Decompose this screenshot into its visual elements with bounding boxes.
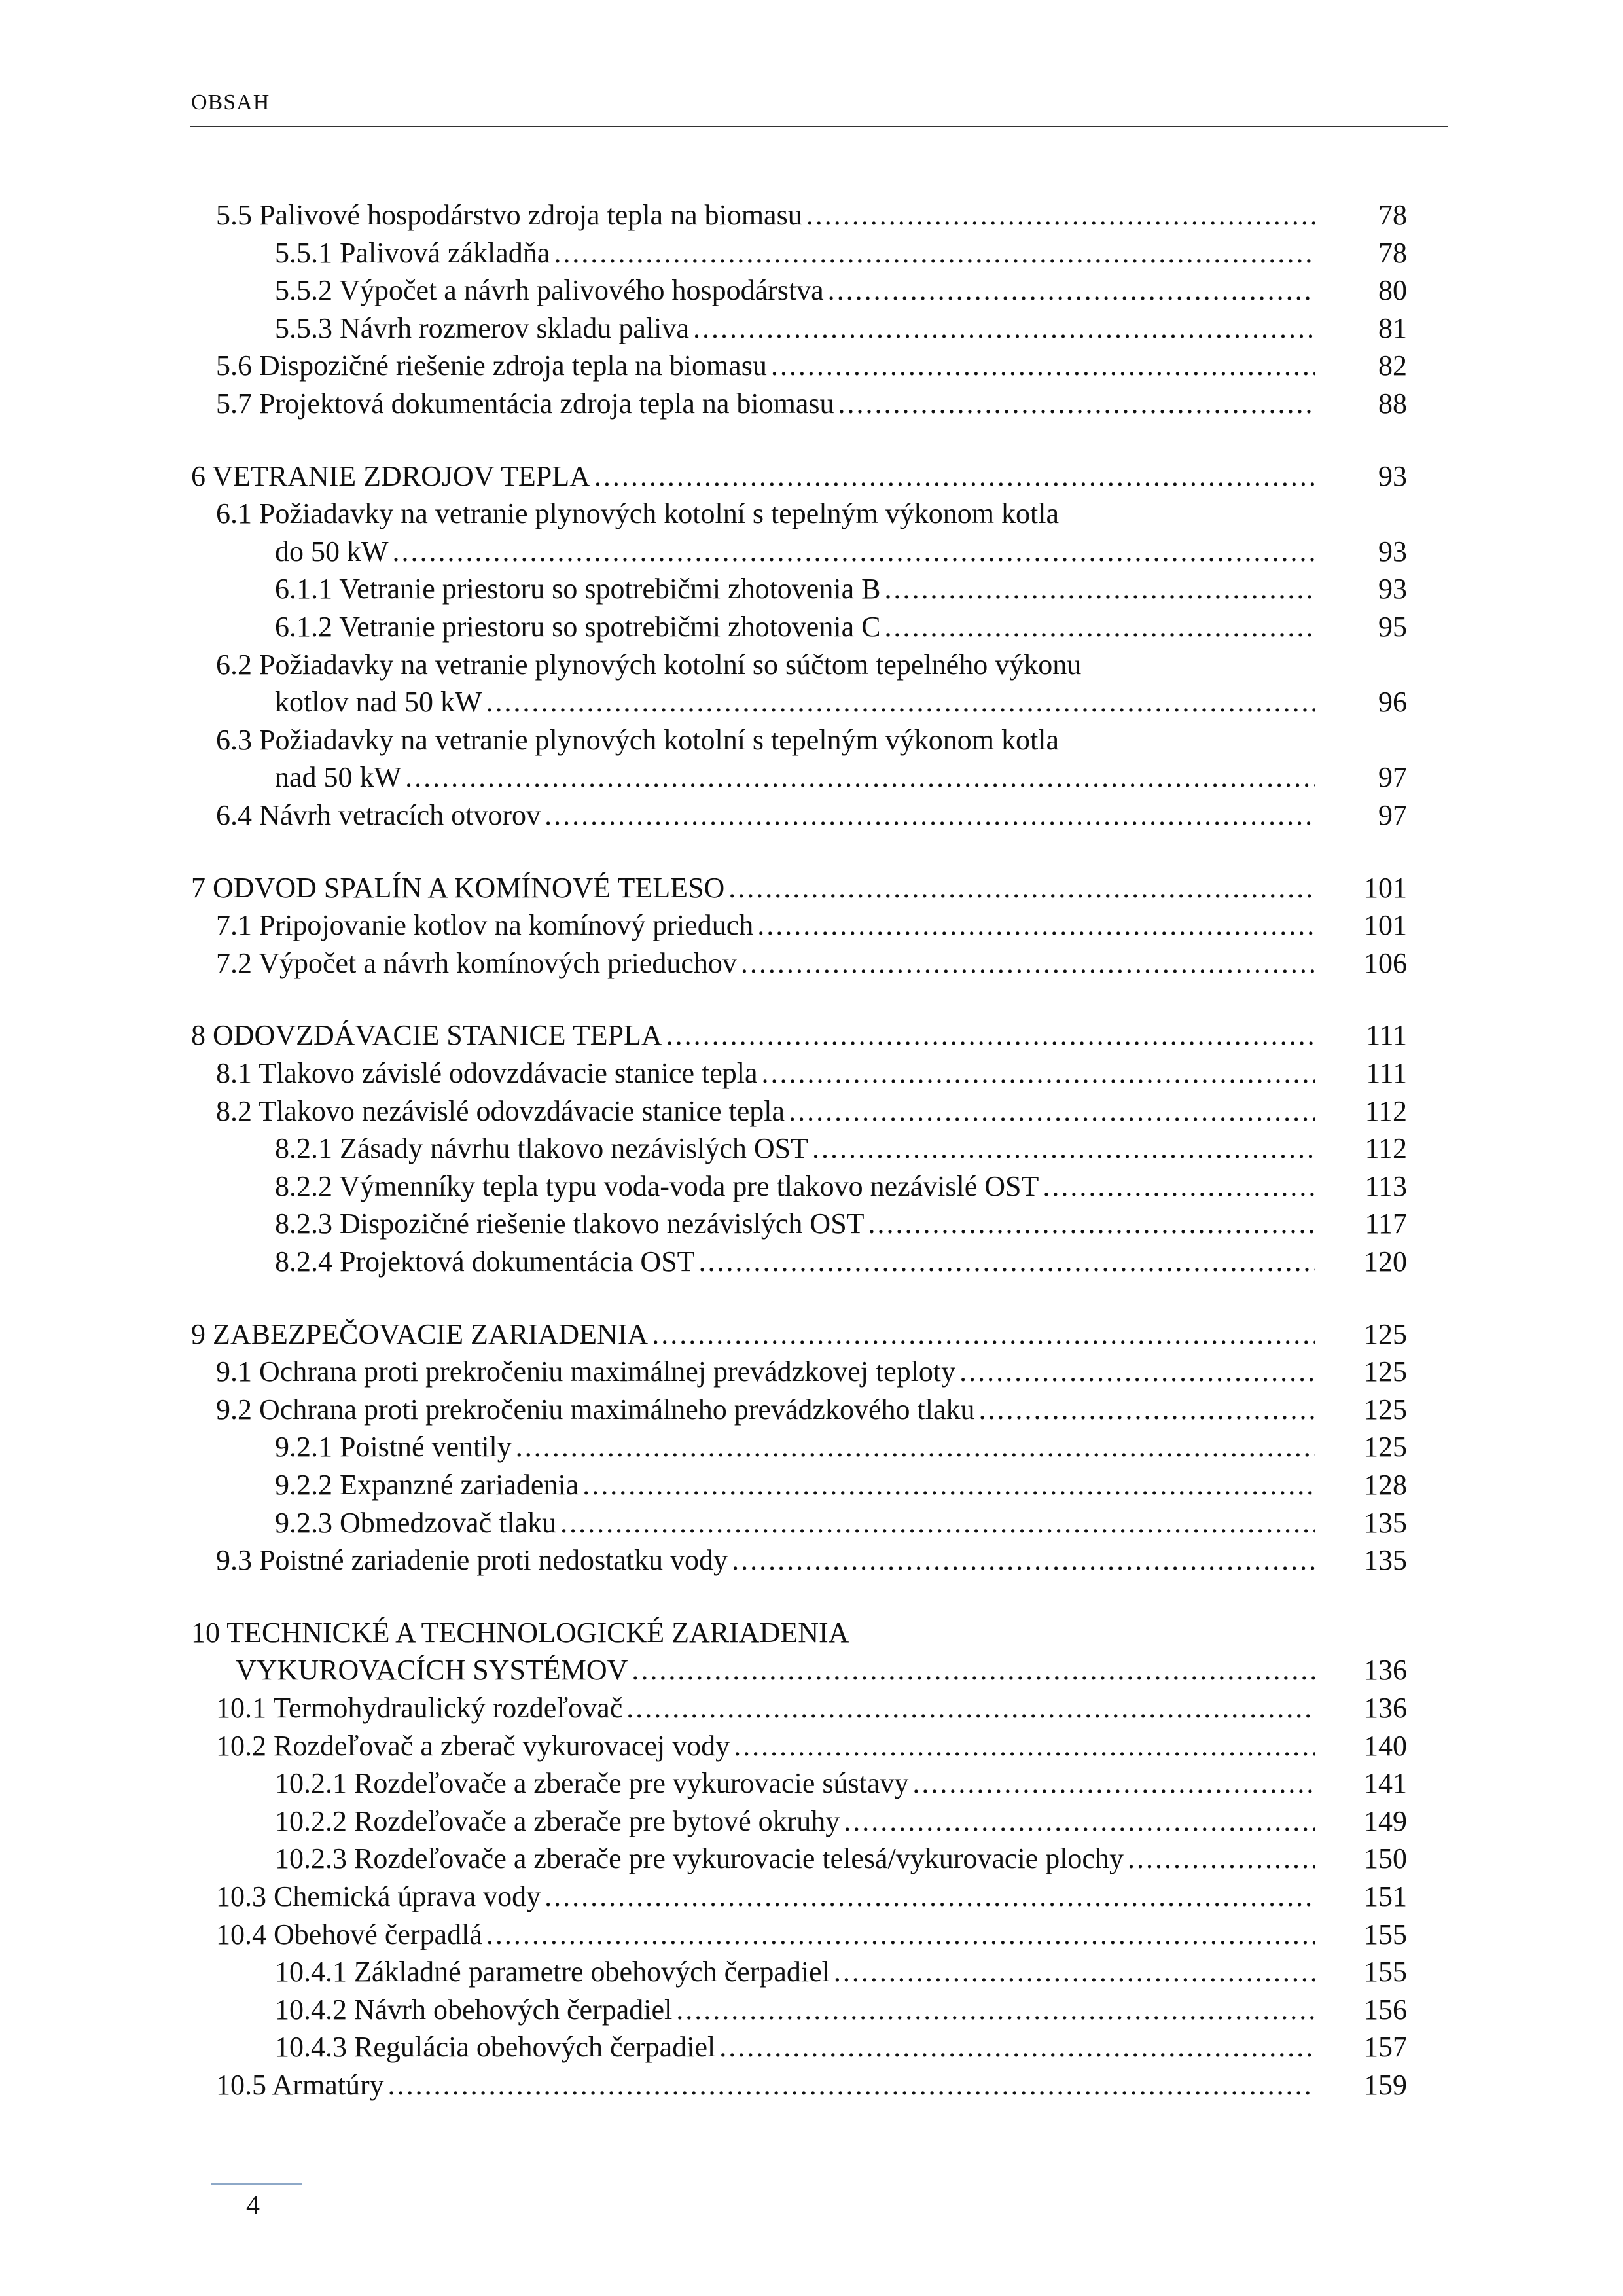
toc-entry-page: 156	[1364, 1993, 1407, 2026]
toc-entry-title: 9 ZABEZPEČOVACIE ZARIADENIA	[191, 1318, 649, 1350]
toc-entry-title: 7 ODVOD SPALÍN A KOMÍNOVÉ TELESO	[191, 871, 725, 904]
toc-entry	[216, 1689, 1322, 1727]
page-number: 4	[246, 2191, 260, 2221]
toc-entry-title: 8 ODOVZDÁVACIE STANICE TEPLA	[191, 1019, 662, 1052]
toc-entry-title: 6.4 Návrh vetracích otvorov	[216, 799, 541, 831]
toc-entry-page: 128	[1364, 1469, 1407, 1501]
toc-entry-page: 155	[1364, 1918, 1407, 1950]
toc-entry-title: 5.5.3 Návrh rozmerov skladu paliva	[275, 312, 689, 344]
toc-entry-page: 151	[1364, 1880, 1407, 1912]
toc-entry-title: 7.2 Výpočet a návrh komínových prieduchov	[216, 946, 737, 979]
toc-entry	[216, 196, 1322, 234]
toc-entry-page: 106	[1364, 946, 1407, 979]
toc-entry	[216, 1541, 1322, 1579]
toc-entry	[275, 1765, 1322, 1803]
toc-entry-title: 9.2.1 Poistné ventily	[275, 1431, 512, 1463]
toc-entry-page: 150	[1364, 1842, 1407, 1875]
toc-entry	[275, 234, 1322, 272]
toc-entry-title: 10.4.3 Regulácia obehových čerpadiel	[275, 2031, 716, 2064]
toc-leader-dots	[699, 1243, 1315, 1281]
page-header-title: OBSAH	[191, 90, 270, 115]
toc-leader-dots	[666, 1016, 1315, 1054]
toc-entry-title: 8.2.1 Zásady návrhu tlakovo nezávislých OST	[275, 1132, 809, 1165]
toc-entry-page: 135	[1364, 1506, 1407, 1539]
toc-entry	[275, 759, 1322, 797]
toc-entry-title: VYKUROVACÍCH SYSTÉMOV	[236, 1654, 628, 1687]
toc-entry-page: 80	[1378, 274, 1407, 307]
toc-entry-title: do 50 kW	[275, 535, 389, 567]
toc-leader-dots	[728, 869, 1315, 907]
toc-entry-title: 6.1.1 Vetranie priestoru so spotrebičmi zhotovenia B	[275, 573, 881, 605]
toc-entry	[216, 797, 1322, 834]
toc-entry	[275, 1803, 1322, 1840]
toc-entry	[191, 457, 1322, 495]
toc-leader-dots	[884, 570, 1315, 608]
toc-entry	[191, 1016, 1322, 1054]
toc-entry-title: 9.2.3 Obmedzovač tlaku	[275, 1506, 557, 1539]
header-rule	[190, 126, 1448, 127]
toc-entry-page: 125	[1364, 1318, 1407, 1350]
toc-entry-page: 97	[1378, 799, 1407, 831]
toc-entry	[216, 721, 1322, 759]
toc-leader-dots	[828, 272, 1315, 310]
toc-entry-title: 10.4 Obehové čerpadlá	[216, 1918, 482, 1950]
toc-entry	[275, 608, 1322, 646]
toc-entry	[216, 646, 1322, 684]
toc-entry-title: 10.4.2 Návrh obehových čerpadiel	[275, 1993, 673, 2026]
toc-entry-title: 10.2.1 Rozdeľovače a zberače pre vykurovacie sústavy	[275, 1767, 909, 1800]
toc-entry-title: 5.6 Dispozičné riešenie zdroja tepla na biomasu	[216, 350, 767, 382]
toc-leader-dots	[554, 234, 1315, 272]
toc-entry-title: 6.1 Požiadavky na vetranie plynových kotolní s tepelným výkonom kotla	[216, 497, 1059, 530]
toc-entry	[275, 1205, 1322, 1243]
toc-entry	[275, 1130, 1322, 1168]
toc-entry-page: 97	[1378, 761, 1407, 794]
toc-entry-title: 9.2.2 Expanzné zariadenia	[275, 1469, 579, 1501]
toc-leader-dots	[676, 1991, 1315, 2029]
toc-entry-page: 88	[1378, 387, 1407, 420]
toc-entry-page: 120	[1364, 1246, 1407, 1278]
footer-rule	[211, 2183, 302, 2185]
toc-entry-page: 81	[1378, 312, 1407, 344]
toc-leader-dots	[844, 1803, 1315, 1840]
toc-entry	[216, 1916, 1322, 1954]
toc-leader-dots	[486, 683, 1315, 721]
toc-entry-page: 95	[1378, 611, 1407, 643]
toc-entry-title: 8.1 Tlakovo závislé odovzdávacie stanice tepla	[216, 1057, 758, 1089]
toc-entry-title: 5.5.1 Palivová základňa	[275, 236, 550, 269]
toc-entry	[275, 570, 1322, 608]
toc-leader-dots	[594, 457, 1315, 495]
toc-entry	[275, 1243, 1322, 1281]
toc-leader-dots	[582, 1466, 1315, 1504]
toc-entry-page: 111	[1366, 1019, 1407, 1052]
toc-entry-page: 155	[1364, 1956, 1407, 1988]
toc-entry-title: 9.1 Ochrana proti prekročeniu maximálnej prevádzkovej teploty	[216, 1355, 956, 1388]
toc-entry-page: 125	[1364, 1355, 1407, 1388]
toc-entry	[275, 1168, 1322, 1206]
toc-entry-page: 93	[1378, 573, 1407, 605]
toc-entry-page: 136	[1364, 1692, 1407, 1724]
toc-entry-title: 10 TECHNICKÉ A TECHNOLOGICKÉ ZARIADENIA	[191, 1616, 849, 1649]
toc-leader-dots	[757, 906, 1315, 944]
toc-leader-dots	[486, 1916, 1315, 1954]
toc-entry	[216, 1092, 1322, 1130]
toc-entry	[216, 495, 1322, 533]
toc-entry-title: 8.2.2 Výmenníky tepla typu voda-voda pre tlakovo nezávislé OST	[275, 1170, 1039, 1202]
toc-entry-page: 101	[1364, 871, 1407, 904]
toc-leader-dots	[806, 196, 1315, 234]
toc-entry-page: 112	[1364, 1094, 1407, 1127]
toc-leader-dots	[732, 1541, 1315, 1579]
toc-entry	[216, 944, 1322, 982]
toc-entry-page: 93	[1378, 535, 1407, 567]
toc-entry-page: 96	[1378, 686, 1407, 719]
toc-leader-dots	[632, 1651, 1315, 1689]
toc-entry-title: 5.7 Projektová dokumentácia zdroja tepla na biomasu	[216, 387, 834, 420]
toc-entry-page: 140	[1364, 1729, 1407, 1762]
toc-leader-dots	[626, 1689, 1315, 1727]
toc-entry	[191, 1614, 1322, 1652]
toc-leader-dots	[544, 797, 1315, 834]
toc-leader-dots	[762, 1054, 1315, 1092]
toc-leader-dots	[959, 1353, 1315, 1391]
toc-entry-title: 10.5 Armatúry	[216, 2069, 384, 2101]
toc-entry-page: 93	[1378, 459, 1407, 492]
toc-entry-title: 6 VETRANIE ZDROJOV TEPLA	[191, 459, 590, 492]
toc-leader-dots	[834, 1953, 1315, 1991]
toc-entry-page: 125	[1364, 1393, 1407, 1426]
toc-entry-title: 9.2 Ochrana proti prekročeniu maximálneho prevádzkového tlaku	[216, 1393, 975, 1426]
toc-leader-dots	[652, 1316, 1315, 1354]
toc-entry-page: 135	[1364, 1544, 1407, 1577]
toc-entry-page: 113	[1364, 1170, 1407, 1202]
toc-entry-title: 10.1 Termohydraulický rozdeľovač	[216, 1692, 623, 1724]
toc-entry	[275, 1428, 1322, 1466]
toc-entry-page: 149	[1364, 1804, 1407, 1837]
toc-entry	[216, 1353, 1322, 1391]
toc-entry-page: 101	[1364, 909, 1407, 942]
toc-entry-title: 6.1.2 Vetranie priestoru so spotrebičmi zhotovenia C	[275, 611, 881, 643]
toc-leader-dots	[771, 347, 1315, 385]
toc-entry	[216, 385, 1322, 423]
toc-leader-dots	[719, 2028, 1315, 2066]
toc-entry-page: 125	[1364, 1431, 1407, 1463]
toc-entry	[275, 310, 1322, 348]
toc-leader-dots	[1043, 1168, 1315, 1206]
toc-entry-title: 6.2 Požiadavky na vetranie plynových kotolní so súčtom tepelného výkonu	[216, 648, 1082, 681]
toc-entry	[216, 1391, 1322, 1429]
toc-entry-page: 159	[1364, 2069, 1407, 2101]
toc-entry-page: 117	[1364, 1208, 1407, 1240]
toc-entry	[275, 1991, 1322, 2029]
toc-leader-dots	[884, 608, 1315, 646]
toc-entry-title: 10.2 Rozdeľovač a zberač vykurovacej vody	[216, 1729, 730, 1762]
toc-entry-page: 157	[1364, 2031, 1407, 2064]
toc-leader-dots	[1128, 1840, 1315, 1878]
toc-entry-title: 5.5 Palivové hospodárstvo zdroja tepla na biomasu	[216, 199, 802, 231]
toc-entry-title: 10.2.3 Rozdeľovače a zberače pre vykurovacie telesá/vykurovacie plochy	[275, 1842, 1124, 1875]
toc-entry	[216, 347, 1322, 385]
toc-entry	[275, 1953, 1322, 1991]
toc-entry	[275, 1466, 1322, 1504]
toc-entry-title: 9.3 Poistné zariadenie proti nedostatku vody	[216, 1544, 728, 1577]
toc-leader-dots	[741, 944, 1315, 982]
toc-entry	[216, 1727, 1322, 1765]
toc-entry	[275, 1840, 1322, 1878]
toc-entry	[275, 272, 1322, 310]
toc-entry	[275, 533, 1322, 571]
toc-leader-dots	[978, 1391, 1315, 1429]
toc-leader-dots	[544, 1878, 1315, 1916]
toc-entry-page: 112	[1364, 1132, 1407, 1165]
toc-entry-title: 10.3 Chemická úprava vody	[216, 1880, 541, 1912]
toc-entry-page: 78	[1378, 199, 1407, 231]
toc-entry	[216, 1054, 1322, 1092]
toc-entry-title: 8.2 Tlakovo nezávislé odovzdávacie stanice tepla	[216, 1094, 785, 1127]
toc-entry-title: 10.2.2 Rozdeľovače a zberače pre bytové okruhy	[275, 1804, 840, 1837]
toc-entry-title: nad 50 kW	[275, 761, 402, 794]
toc-leader-dots	[838, 385, 1316, 423]
toc-entry	[191, 869, 1322, 907]
toc-leader-dots	[734, 1727, 1315, 1765]
toc-entry	[275, 2028, 1322, 2066]
toc-entry-title: 6.3 Požiadavky na vetranie plynových kotolní s tepelným výkonom kotla	[216, 723, 1059, 756]
toc-entry	[216, 2066, 1322, 2104]
toc-entry-page: 136	[1364, 1654, 1407, 1687]
toc-entry	[275, 1504, 1322, 1542]
toc-entry	[236, 1651, 1322, 1689]
toc-leader-dots	[693, 310, 1315, 348]
toc-entry-title: 8.2.4 Projektová dokumentácia OST	[275, 1246, 695, 1278]
toc-entry-title: 5.5.2 Výpočet a návrh palivového hospodárstva	[275, 274, 824, 307]
toc-entry-page: 82	[1378, 350, 1407, 382]
toc-entry	[275, 683, 1322, 721]
toc-entry-title: 8.2.3 Dispozičné riešenie tlakovo nezávislých OST	[275, 1208, 865, 1240]
toc-leader-dots	[868, 1205, 1315, 1243]
toc-entry-title: kotlov nad 50 kW	[275, 686, 482, 719]
toc-leader-dots	[789, 1092, 1315, 1130]
toc-entry	[216, 1878, 1322, 1916]
toc-entry	[191, 1316, 1322, 1354]
toc-entry-page: 78	[1378, 236, 1407, 269]
toc-entry	[216, 906, 1322, 944]
toc-leader-dots	[405, 759, 1315, 797]
toc-leader-dots	[388, 2066, 1315, 2104]
toc-leader-dots	[393, 533, 1315, 571]
toc-leader-dots	[912, 1765, 1315, 1803]
toc-leader-dots	[516, 1428, 1315, 1466]
toc-leader-dots	[812, 1130, 1315, 1168]
toc-entry-title: 10.4.1 Základné parametre obehových čerpadiel	[275, 1956, 830, 1988]
toc-leader-dots	[560, 1504, 1315, 1542]
toc-entry-page: 141	[1364, 1767, 1407, 1800]
toc-entry-page: 111	[1366, 1057, 1407, 1089]
toc-entry-title: 7.1 Pripojovanie kotlov na komínový prieduch	[216, 909, 754, 942]
